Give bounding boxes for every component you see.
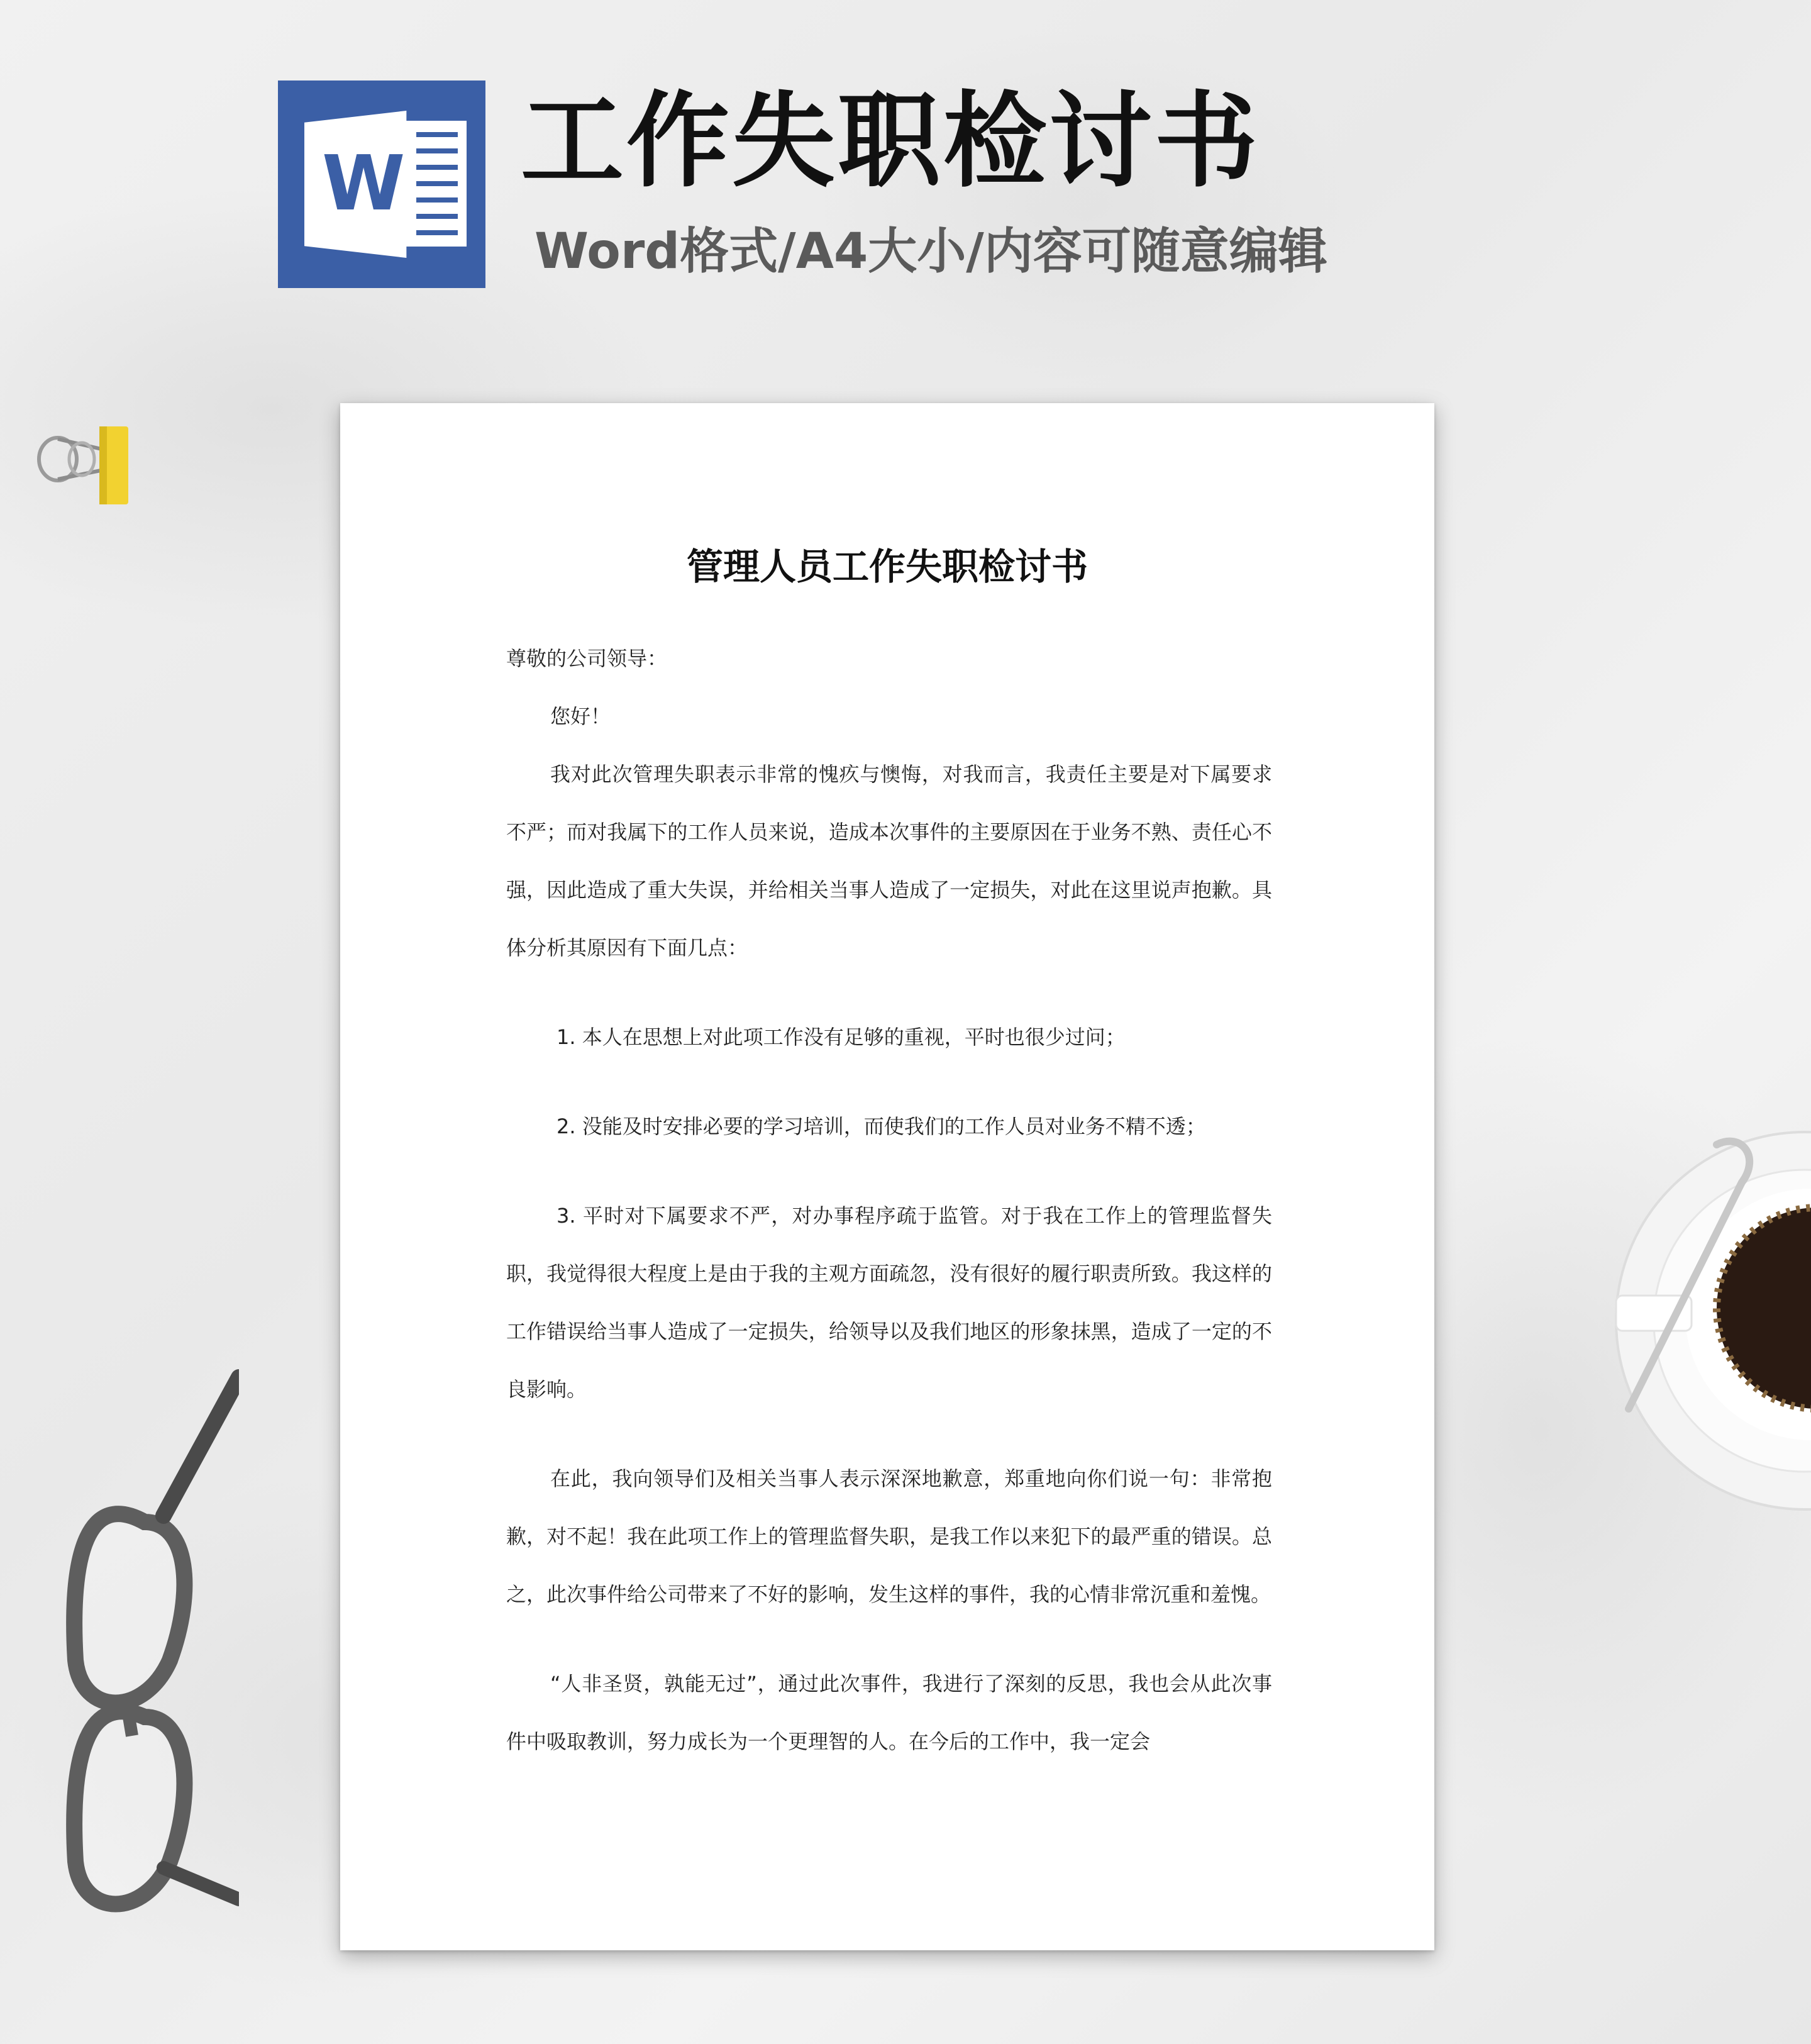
eyeglasses-icon	[50, 1365, 239, 1918]
apology-paragraph: 在此，我向领导们及相关当事人表示深深地歉意，郑重地向你们说一句：非常抱歉，对不起！我在此项工作上的管理监督失职，是我工作以来犯下的最严重的错误。总之，此次事件给公司带来了不好的影响，发生这样的事件，我的心情非常沉重和羞愧。	[506, 1467, 1272, 1606]
word-logo-letter: W	[322, 140, 406, 228]
word-logo-icon	[278, 81, 485, 288]
reflection-paragraph: “人非圣贤，孰能无过”，通过此次事件，我进行了深刻的反思，我也会从此次事件中吸取教训，努力成长为一个更理智的人。在今后的工作中，我一定会	[506, 1672, 1272, 1753]
binder-clip-icon	[19, 414, 132, 508]
document-title: 管理人员工作失职检讨书	[686, 545, 1088, 588]
greeting: 您好！	[550, 704, 611, 728]
list-item-2: 2. 没能及时安排必要的学习培训，而使我们的工作人员对业务不精不透；	[557, 1114, 1206, 1138]
banner-subtitle: Word格式/A4大小/内容可随意编辑	[534, 223, 1327, 280]
list-item-1: 1. 本人在思想上对此项工作没有足够的重视，平时也很少过问；	[557, 1025, 1126, 1049]
list-item-3: 3. 平时对下属要求不严，对办事程序疏于监管。对于我在工作上的管理监督失职，我觉得很大程度上是由于我的主观方面疏忽，没有很好的履行职责所致。我这样的工作错误给当事人造成了一定损失，给领导以及我们地区的形象抹黑，造成了一定的不良影响。	[506, 1204, 1272, 1401]
banner-title: 工作失职检讨书	[521, 81, 1261, 201]
document-page	[340, 403, 1434, 1950]
word-logo-lines	[397, 121, 467, 247]
intro-paragraph: 我对此次管理失职表示非常的愧疚与懊悔，对我而言，我责任主要是对下属要求不严；而对我属下的工作人员来说，造成本次事件的主要原因在于业务不熟、责任心不强，因此造成了重大失误，并给相关当事人造成了一定损失，对此在这里说声抱歉。具体分析其原因有下面几点：	[506, 762, 1272, 960]
document-body	[506, 630, 1272, 1770]
salutation: 尊敬的公司领导：	[506, 647, 668, 670]
coffee-cup-icon	[1591, 1107, 1811, 1547]
